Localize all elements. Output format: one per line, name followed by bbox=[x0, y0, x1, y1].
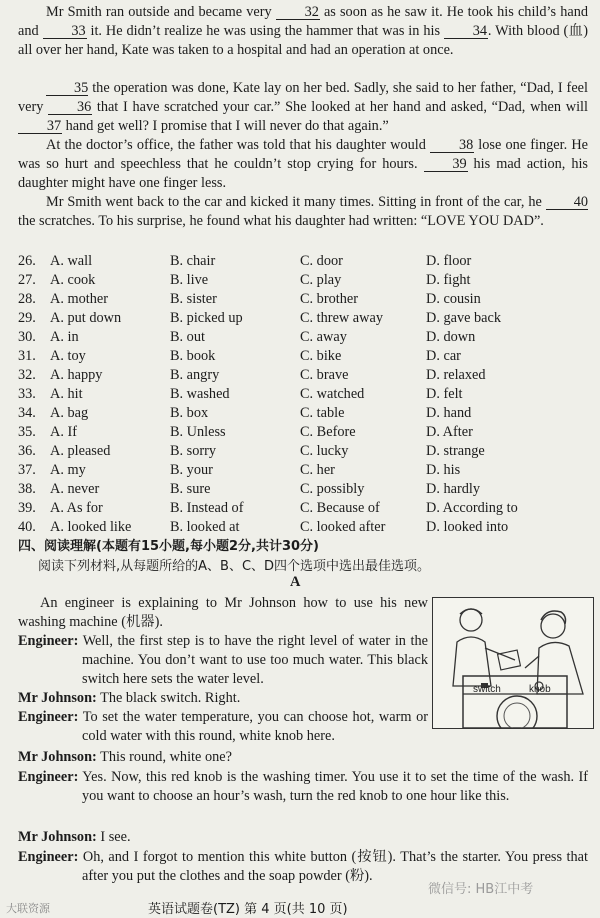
option-a[interactable]: A. hit bbox=[50, 386, 83, 402]
option-d[interactable]: D. felt bbox=[426, 386, 463, 402]
option-a[interactable]: A. put down bbox=[50, 310, 122, 326]
blank-39[interactable]: 39 bbox=[424, 157, 468, 172]
option-d[interactable]: D. down bbox=[426, 329, 476, 345]
option-a[interactable]: A. pleased bbox=[50, 443, 111, 459]
question-number: 39. bbox=[18, 500, 36, 516]
option-c[interactable]: C. watched bbox=[300, 386, 365, 402]
option-d[interactable]: D. car bbox=[426, 348, 461, 364]
blank-36[interactable]: 36 bbox=[48, 100, 92, 115]
option-c[interactable]: C. brother bbox=[300, 291, 358, 307]
question-number: 33. bbox=[18, 386, 36, 402]
option-d[interactable]: D. hardly bbox=[426, 481, 480, 497]
blank-35[interactable]: 35 bbox=[46, 81, 88, 96]
option-a[interactable]: A. in bbox=[50, 329, 79, 345]
dialogue-line-2: Mr Johnson: The black switch. Right. bbox=[18, 690, 241, 706]
speaker-mr-johnson: Mr Johnson: bbox=[18, 690, 97, 706]
option-a[interactable]: A. wall bbox=[50, 253, 93, 269]
option-d[interactable]: D. relaxed bbox=[426, 367, 486, 383]
option-c[interactable]: C. possibly bbox=[300, 481, 365, 497]
option-row bbox=[18, 404, 588, 423]
option-a[interactable]: A. never bbox=[50, 481, 100, 497]
option-b[interactable]: B. sister bbox=[170, 291, 217, 307]
watermark-right: 微信号: HB江中考 bbox=[428, 882, 534, 897]
option-d[interactable]: D. hand bbox=[426, 405, 472, 421]
question-number: 31. bbox=[18, 348, 36, 364]
speaker-mr-johnson: Mr Johnson: bbox=[18, 829, 97, 845]
option-row bbox=[18, 461, 588, 480]
option-d[interactable]: D. floor bbox=[426, 253, 472, 269]
question-number: 40. bbox=[18, 519, 36, 535]
option-c[interactable]: C. her bbox=[300, 462, 335, 478]
question-number: 38. bbox=[18, 481, 36, 497]
question-number: 27. bbox=[18, 272, 36, 288]
option-row bbox=[18, 328, 588, 347]
option-row bbox=[18, 442, 588, 461]
option-a[interactable]: A. looked like bbox=[50, 519, 132, 535]
option-row bbox=[18, 309, 588, 328]
switch-label: switch bbox=[473, 684, 501, 695]
option-c[interactable]: C. door bbox=[300, 253, 343, 269]
knob-label: knob bbox=[529, 684, 551, 695]
option-d[interactable]: D. gave back bbox=[426, 310, 502, 326]
question-number: 30. bbox=[18, 329, 36, 345]
option-a[interactable]: A. If bbox=[50, 424, 77, 440]
dialogue-line-5: Engineer: Yes. Now, this red knob is the washing timer. You use it to set the time of the wash. If you want to choose an hour’s wash, turn the red knob to one hour like this. bbox=[18, 769, 588, 804]
option-d[interactable]: D. cousin bbox=[426, 291, 481, 307]
blank-37[interactable]: 37 bbox=[18, 119, 62, 134]
dialogue-line-1: Engineer: Well, the first step is to have the right level of water in the machine. You don’t want to use too much water. This black switch here sets the water level. bbox=[18, 633, 428, 687]
passage-paragraph-4: Mr Smith went back to the car and kicked it many times. Sitting in front of the car, he 40 the scratches. To his surprise, he found what his daughter had written: “LOVE YOU DAD”. bbox=[18, 194, 588, 229]
option-a[interactable]: A. happy bbox=[50, 367, 103, 383]
option-b[interactable]: B. Unless bbox=[170, 424, 226, 440]
option-c[interactable]: C. play bbox=[300, 272, 342, 288]
speaker-mr-johnson: Mr Johnson: bbox=[18, 749, 97, 765]
option-row bbox=[18, 499, 588, 518]
option-d[interactable]: D. After bbox=[426, 424, 473, 440]
option-c[interactable]: C. table bbox=[300, 405, 345, 421]
question-number: 34. bbox=[18, 405, 36, 421]
option-c[interactable]: C. away bbox=[300, 329, 347, 345]
option-c[interactable]: C. Before bbox=[300, 424, 356, 440]
option-b[interactable]: B. sorry bbox=[170, 443, 217, 459]
option-d[interactable]: D. strange bbox=[426, 443, 485, 459]
option-a[interactable]: A. toy bbox=[50, 348, 86, 364]
section-instruction: 阅读下列材料,从每题所给的A、B、C、D四个选项中选出最佳选项。 bbox=[38, 559, 431, 574]
option-b[interactable]: B. sure bbox=[170, 481, 211, 497]
option-b[interactable]: B. live bbox=[170, 272, 209, 288]
question-number: 26. bbox=[18, 253, 36, 269]
speaker-engineer: Engineer: bbox=[18, 633, 79, 649]
option-row bbox=[18, 385, 588, 404]
option-d[interactable]: D. fight bbox=[426, 272, 471, 288]
dialogue-line-7: Engineer: Oh, and I forgot to mention this white button (按钮). That’s the starter. You press that after you put the clothes and the soap powder (粉). bbox=[18, 849, 588, 884]
part-label: A bbox=[290, 574, 301, 590]
option-b[interactable]: B. angry bbox=[170, 367, 220, 383]
watermark-left: 大联资源 bbox=[6, 902, 50, 915]
option-row bbox=[18, 252, 588, 271]
option-row bbox=[18, 290, 588, 309]
option-b[interactable]: B. box bbox=[170, 405, 209, 421]
dialogue-line-3: Engineer: To set the water temperature, you can choose hot, warm or cold water with this round, white knob here. bbox=[18, 709, 428, 744]
question-number: 28. bbox=[18, 291, 36, 307]
option-c[interactable]: C. threw away bbox=[300, 310, 383, 326]
option-a[interactable]: A. cook bbox=[50, 272, 96, 288]
option-b[interactable]: B. washed bbox=[170, 386, 230, 402]
option-d[interactable]: D. his bbox=[426, 462, 461, 478]
option-b[interactable]: B. out bbox=[170, 329, 205, 345]
speaker-engineer: Engineer: bbox=[18, 769, 79, 785]
passage-paragraph-3: At the doctor’s office, the father was told that his daughter would 38 lose one finger. He was so hurt and speechless that he couldn’t stop crying for hours. 39 his mad action, his daughter might have one finger less. bbox=[18, 137, 588, 191]
section-title: 四、阅读理解(本题有15小题,每小题2分,共计30分) bbox=[18, 539, 319, 554]
blank-33[interactable]: 33 bbox=[43, 24, 87, 39]
option-a[interactable]: A. bag bbox=[50, 405, 89, 421]
blank-32[interactable]: 32 bbox=[276, 5, 320, 20]
dialogue-intro: An engineer is explaining to Mr Johnson how to use his new washing machine (机器). bbox=[18, 595, 428, 630]
option-c[interactable]: C. looked after bbox=[300, 519, 386, 535]
blank-40[interactable]: 40 bbox=[546, 195, 588, 210]
option-d[interactable]: D. looked into bbox=[426, 519, 509, 535]
option-a[interactable]: A. mother bbox=[50, 291, 108, 307]
speaker-engineer: Engineer: bbox=[18, 709, 79, 725]
passage-paragraph-1: Mr Smith ran outside and became very 32 as soon as he saw it. He took his child’s hand and 33 it. He didn’t realize he was using the hammer that was in his 34. With blood (血) all over her hand, Kate was taken to a hospital and had an operation at once. bbox=[18, 4, 589, 58]
dialogue-line-6: Mr Johnson: I see. bbox=[18, 829, 131, 845]
option-row bbox=[18, 480, 588, 499]
speaker-engineer: Engineer: bbox=[18, 849, 79, 865]
question-number: 36. bbox=[18, 443, 36, 459]
engineer-and-machine-drawing bbox=[433, 598, 593, 728]
washing-machine-illustration bbox=[432, 597, 594, 729]
option-row bbox=[18, 271, 588, 290]
page-footer: 英语试题卷(TZ) 第 4 页(共 10 页) bbox=[148, 902, 348, 917]
option-row bbox=[18, 366, 588, 385]
option-b[interactable]: B. book bbox=[170, 348, 216, 364]
blank-34[interactable]: 34 bbox=[444, 24, 488, 39]
option-b[interactable]: B. your bbox=[170, 462, 213, 478]
question-number: 32. bbox=[18, 367, 36, 383]
option-row bbox=[18, 423, 588, 442]
option-a[interactable]: A. As for bbox=[50, 500, 103, 516]
question-number: 37. bbox=[18, 462, 36, 478]
option-a[interactable]: A. my bbox=[50, 462, 86, 478]
passage-paragraph-2: 35 the operation was done, Kate lay on her bed. Sadly, she said to her father, “Dad, I feel very 36 that I have scratched your car.” She looked at her hand and asked, “Dad, when will 37 hand get well? I promise that I will never do that again.” bbox=[18, 80, 588, 134]
option-row bbox=[18, 347, 588, 366]
question-number: 29. bbox=[18, 310, 36, 326]
question-number: 35. bbox=[18, 424, 36, 440]
option-b[interactable]: B. Instead of bbox=[170, 500, 244, 516]
option-b[interactable]: B. chair bbox=[170, 253, 216, 269]
option-c[interactable]: C. bike bbox=[300, 348, 342, 364]
option-b[interactable]: B. looked at bbox=[170, 519, 240, 535]
option-b[interactable]: B. picked up bbox=[170, 310, 243, 326]
option-c[interactable]: C. Because of bbox=[300, 500, 380, 516]
option-c[interactable]: C. lucky bbox=[300, 443, 349, 459]
option-c[interactable]: C. brave bbox=[300, 367, 349, 383]
option-d[interactable]: D. According to bbox=[426, 500, 518, 516]
blank-38[interactable]: 38 bbox=[430, 138, 474, 153]
dialogue-line-4: Mr Johnson: This round, white one? bbox=[18, 749, 232, 765]
